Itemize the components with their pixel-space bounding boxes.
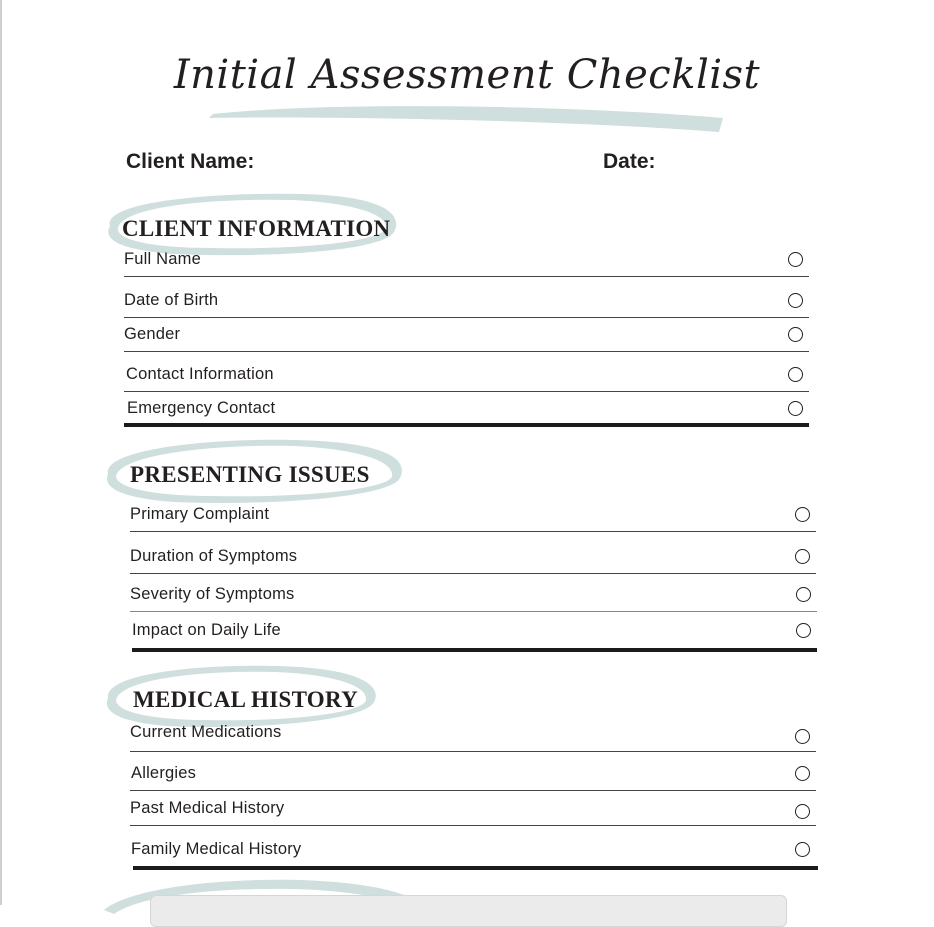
- item-label: Severity of Symptoms: [130, 585, 295, 603]
- title-underline-swoosh: [205, 100, 730, 136]
- item-label: Duration of Symptoms: [130, 547, 298, 565]
- checklist-row: [130, 716, 816, 752]
- checkbox-circle[interactable]: [788, 293, 803, 308]
- item-label: Date of Birth: [124, 291, 219, 309]
- checklist-row: [124, 392, 809, 424]
- checklist-row: [131, 826, 816, 867]
- client-name-label: Client Name:: [126, 150, 255, 173]
- item-label: Current Medications: [130, 723, 282, 741]
- checkbox-circle[interactable]: [795, 804, 810, 819]
- checkbox-circle[interactable]: [795, 729, 810, 744]
- checklist-row: [130, 791, 816, 826]
- section-end-rule: [132, 648, 817, 652]
- checkbox-circle[interactable]: [788, 367, 803, 382]
- checkbox-circle[interactable]: [795, 766, 810, 781]
- checklist-row: [132, 612, 817, 648]
- item-label: Contact Information: [126, 365, 274, 383]
- checklist-row: [124, 277, 809, 318]
- item-label: Family Medical History: [131, 840, 302, 858]
- item-label: Past Medical History: [130, 799, 285, 817]
- next-section-box: [150, 895, 787, 927]
- section-title-client-information: CLIENT INFORMATION: [122, 216, 391, 241]
- page-title: Initial Assessment Checklist: [173, 52, 761, 98]
- checklist-row: [124, 352, 809, 392]
- item-label: Gender: [124, 325, 181, 343]
- section-end-rule: [133, 866, 818, 870]
- checkbox-circle[interactable]: [795, 507, 810, 522]
- page-left-border: [0, 0, 2, 905]
- item-label: Emergency Contact: [127, 399, 276, 417]
- checklist-row: [130, 496, 816, 532]
- section-title-presenting-issues: PRESENTING ISSUES: [130, 462, 370, 487]
- checkbox-circle[interactable]: [796, 587, 811, 602]
- item-label: Allergies: [131, 764, 197, 782]
- checkbox-circle[interactable]: [788, 252, 803, 267]
- section-end-rule: [124, 423, 809, 427]
- checklist-row: [130, 574, 817, 612]
- checklist-row: [124, 240, 809, 277]
- checkbox-circle[interactable]: [788, 401, 803, 416]
- checklist-row: [130, 532, 816, 574]
- checklist-row: [130, 752, 816, 791]
- item-label: Full Name: [124, 250, 201, 268]
- date-label: Date:: [603, 150, 656, 173]
- checkbox-circle[interactable]: [795, 842, 810, 857]
- checkbox-circle[interactable]: [795, 549, 810, 564]
- section-title-medical-history: MEDICAL HISTORY: [133, 687, 359, 712]
- item-label: Primary Complaint: [130, 505, 270, 523]
- checkbox-circle[interactable]: [788, 327, 803, 342]
- checkbox-circle[interactable]: [796, 623, 811, 638]
- item-label: Impact on Daily Life: [132, 621, 281, 639]
- checklist-row: [124, 318, 809, 352]
